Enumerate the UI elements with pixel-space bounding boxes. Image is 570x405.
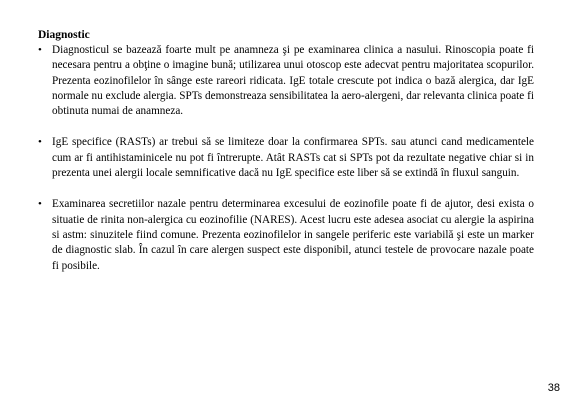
page-number: 38: [547, 382, 560, 394]
bullet-paragraph-diagnosis: [38, 43, 534, 119]
bullet-icon: •: [38, 136, 42, 149]
bullet-text: Examinarea secretiilor nazale pentru determinarea excesului de eozinofile poate fi de ajutor, desi exista o situatie de rinita non-alergica cu eozinofilie (NARES). Acest lucru este adesea asociat cu alergie la aspirina si astm: sinuzitele fiind comune. Prezenta eozinofilelor in sangele periferic este variabilă şi este un marker de diagnostic slab. În cazul în care alergen suspect este disponibil, atunci testele de provocare nazale poate fi posibile.: [52, 198, 534, 272]
bullet-text: IgE specifice (RASTs) ar trebui să se limiteze doar la confirmarea SPTs. sau atunci cand medicamentele cum ar fi antihistaminicele nu pot fi întrerupte. Atât RASTs cat si SPTs pot da rezultate negative chiar si in prezenta unei alergii locale semnificative dacă nu IgE specifice este liber să se extindă în fluxul sanguin.: [52, 136, 534, 180]
bullet-icon: •: [38, 44, 42, 56]
bullet-text: Diagnosticul se bazează foarte mult pe anamneza şi pe examinarea clinica a nasului. Rinoscopia poate fi necesara pentru a obţine o imagine bună; utilizarea unui otoscop este adecvat pentru majoritatea scopurilor. Prezenta eozinofilelor în sânge este rareori ridicata. IgE totale crescute pot indica o bază alergica, dar IgE normale nu exclude alergia. SPTs demonstreaza sensibilitatea la aero-alergeni, dar relevanta clinica poate fi obtinuta numai de anamneza.: [52, 44, 534, 118]
slide-title: Diagnostic: [38, 29, 90, 41]
bullet-icon: •: [38, 198, 42, 211]
bullet-paragraph-nasal-secretions: [38, 197, 534, 273]
bullet-paragraph-specific-ige: [38, 135, 534, 181]
slide-content: [38, 28, 534, 274]
